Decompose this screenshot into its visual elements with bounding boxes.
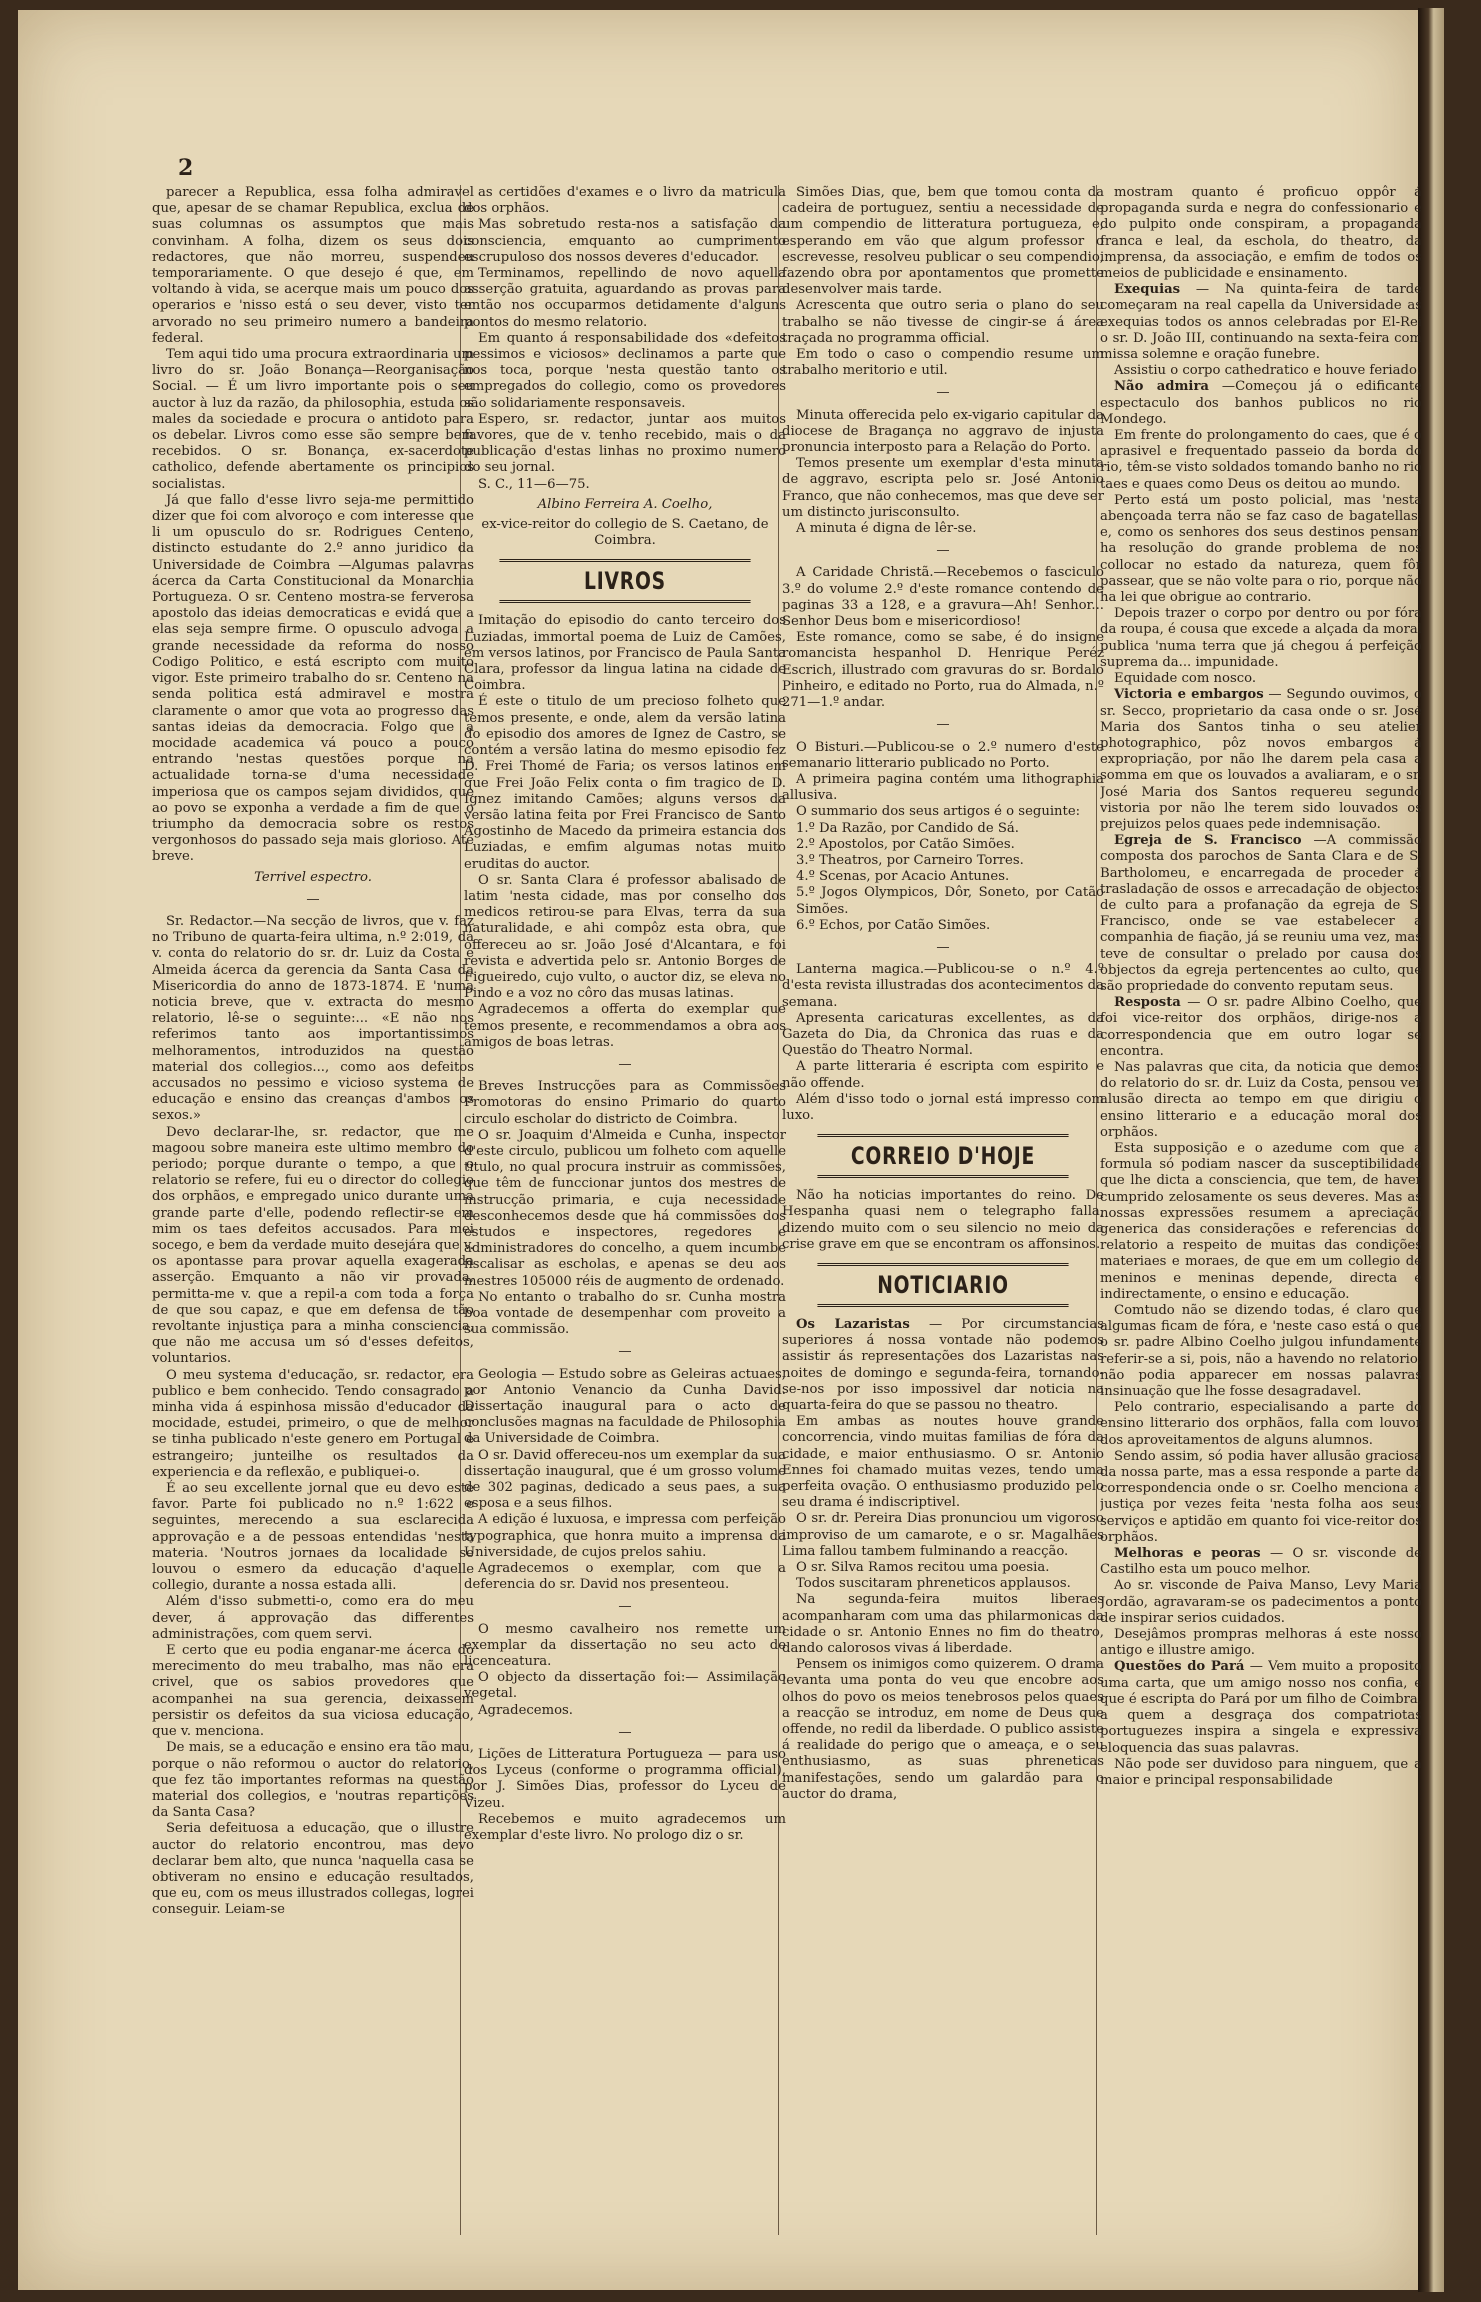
- paragraph: Exequias — Na quinta-feira de tarde começaram na real capella da Universidade as exequias todos os annos celebradas por El-Rei o sr. D. João III, continuando na sexta-feira com missa solemne e oração funebre.: [1100, 282, 1422, 363]
- paragraph: Todos suscitaram phreneticos applausos.: [796, 1576, 1071, 1592]
- paragraph: Acrescenta que outro seria o plano do seu trabalho se não tivesse de cingir-se á área traçada no programma official.: [782, 298, 1104, 346]
- paragraph: Recebemos e muito agradecemos um exemplar d'este livro. No prologo diz o sr.: [464, 1811, 786, 1844]
- paragraph: Questões do Pará — Vem muito a proposito uma carta, que um amigo nosso nos confia, e que é escripta do Pará por um filho de Coimbra, a quem a desgraça dos compatriotas portuguezes inspira a singela e expressiva eloquencia das suas palavras.: [1100, 1659, 1422, 1756]
- paragraph: Victoria e embargos — Segundo ouvimos, o sr. Secco, proprietario da casa onde o sr. José Maria dos Santos tinha o seu atelier photographico, pôz novos embargos á expropriação, por não lhe darem pela casa a somma em que os louvados a avaliaram, e o sr. José Maria dos Santos requereu segundo vistoria por não lhe terem sido louvados os prejuizos pelos quaes pede indemnisação.: [1100, 687, 1422, 832]
- column-3: [782, 185, 1104, 2235]
- divider: [782, 940, 1104, 956]
- paragraph: Já que fallo d'esse livro seja-me permittido dizer que foi com alvoroço e com interesse que li um opusculo do sr. Rodrigues Centeno, distincto estudante do 2.º anno juridico da Universidade de Coimbra —Algumas palavras ácerca da Carta Constitucional da Monarchia Portugueza. O sr. Centeno mostra-se ferverosa apostolo das ideias democraticas e evidá que a elas seja sempre firme. O opusculo advoga a grande necessidade da reforma do nosso Codigo Politico, e está escripto com muito vigor. Este primeiro trabalho do sr. Centeno na senda politica está admiravel e mostra claramente o amor que vota ao progresso das santas ideias da democracia. Folgo que a mocidade academica vá pouco a pouco entrando 'nestas questões porque na actualidade torna-se d'uma necessidade imperiosa que os campos sejam divididos, que ao povo se exponha a verdade a fim de que o triumpho da democracia sobre os restos vergonhosos do passado seja mais glorioso. Até breve.: [152, 492, 474, 865]
- paragraph: Em frente do prolongamento do caes, que é o aprasivel e frequentado passeio da borda do rio, têm-se visto soldados tomando banho no rio taes e quaes como Deus os deitou ao mundo.: [1100, 428, 1422, 492]
- paragraph: Pensem os inimigos como quizerem. O drama levanta uma ponta do veu que encobre aos olhos do povo os meios tenebrosos pelos quaes a reacção se introduz, em nome de Deus que offende, no redil da liberdade. O publico assiste á realidade do perigo que o ameaça, e o seu enthusiasmo, as suas phreneticas manifestações, sendo um galardão para o auctor do drama,: [782, 1657, 1104, 1802]
- section-heading-noticiario: NOTICIARIO: [817, 1263, 1068, 1307]
- paragraph: Desejâmos prompras melhoras á este nosso antigo e illustre amigo.: [1100, 1627, 1422, 1659]
- paragraph: Em todo o caso o compendio resume um trabalho meritorio e util.: [782, 347, 1104, 379]
- paragraph: A edição é luxuosa, e impressa com perfeição typographica, que honra muito a imprensa da Universidade, de cujos prelos sahiu.: [464, 1512, 786, 1560]
- section-heading-livros: LIVROS: [499, 559, 750, 603]
- paragraph: Apresenta caricaturas excellentes, as da Gazeta do Dia, da Chronica das ruas e da Questão do Theatro Normal.: [782, 1010, 1104, 1059]
- paragraph: O sr. Silva Ramos recitou uma poesia.: [796, 1560, 1050, 1576]
- paragraph: O sr. dr. Pereira Dias pronunciou um vigoroso improviso de um camarote, e o sr. Magalhães Lima fallou tambem fulminando a reacção.: [782, 1511, 1104, 1559]
- rubric: Egreja de S. Francisco: [1114, 833, 1302, 849]
- paragraph: Resposta — O sr. padre Albino Coelho, que foi vice-reitor dos orphãos, dirige-nos a correspondencia que em outro logar se encontra.: [1100, 995, 1422, 1059]
- summary-list: [782, 821, 1104, 934]
- paragraph: Na segunda-feira muitos liberaes acompanharam com uma das philarmonicas da cidade o sr. Antonio Ennes no fim do theatro, dando calorosos vivas á liberdade.: [782, 1592, 1104, 1657]
- paragraph: Egreja de S. Francisco —A commissão composta dos parochos de Santa Clara e de S. Bartholomeu, e encarregada de proceder á trasladação de ossos e arrecadação de objectos de culto para a profanação da egreja de S. Francisco, onde se vae estabelecer a companhia de fiação, já se reuniu uma vez, mas teve de consultar o prelado por causa dos objectos da egreja pertencentes ao culto, que são propriedade do convento reputam seus.: [1100, 833, 1422, 994]
- paragraph: Nas palavras que cita, da noticia que demos do relatorio do sr. dr. Luiz da Costa, pensou ver alusão directa ao tempo em que dirigiu o ensino litterario e a educação moral dos orphãos.: [1100, 1059, 1422, 1140]
- paragraph: É este o titulo de um precioso folheto que temos presente, e onde, alem da versão latina do episodio dos amores de Ignez de Castro, se contém a versão latina do mesmo episodio fez D. Frei Thomé de Faria; os versos latinos em que Frei João Felix conta o fim tragico de D. Ignez imitando Camões; alguns versos da versão latina feita por Frei Francisco de Santo Agostinho de Macedo da primeira estancia dos Luziadas, e emfim algumas notas muito eruditas do auctor.: [464, 694, 786, 872]
- paragraph: E certo que eu podia enganar-me ácerca do merecimento do meu trabalho, mas não era crivel, que os sabios provedores que acompanhei na sua gerencia, deixassem persistir os defeitos da sua viciosa educação, que v. menciona.: [152, 1643, 474, 1740]
- list-item: 3.º Theatros, por Carneiro Torres.: [796, 852, 1024, 868]
- paragraph: Tem aqui tido uma procura extraordinaria um livro do sr. João Bonança—Reorganisação Social. — É um livro importante pois o seu auctor à luz da razão, da philosophia, estuda os males da sociedade e procura o antidoto para os debelar. Livros como esse são sempre bem recebidos. O sr. Bonança, ex-sacerdote catholico, defende abertamente os principios socialistas.: [152, 347, 474, 492]
- paragraph: Sendo assim, só podia haver allusão graciosa da nossa parte, mas a essa responde a parte da correspondencia onde o sr. Coelho menciona a justiça por vezes feita 'nesta folha aos seus serviços e aptidão em quanto foi vice-reitor dos orphãos.: [1100, 1448, 1422, 1545]
- paragraph: Espero, sr. redactor, juntar aos muitos favores, que de v. tenho recebido, mais o da publicação d'estas linhas no proximo numero do seu jornal.: [464, 411, 786, 476]
- paragraph: Terminamos, repellindo de novo aquella asserção gratuita, aguardando as provas para então nos occuparmos detidamente d'alguns pontos do mesmo relatorio.: [464, 266, 786, 330]
- list-item: 6.º Echos, por Catão Simões.: [796, 917, 991, 933]
- paragraph: Sr. Redactor.—Na secção de livros, que v. faz no Tribuno de quarta-feira ultima, n.º 2:019, dá v. conta do relatorio do sr. dr. Luiz da Costa e Almeida ácerca da gerencia da Santa Casa da Misericordia do anno de 1873-1874. E 'numa noticia breve, que v. extracta do mesmo relatorio, lê-se o seguinte:... «E não nos referimos tanto aos importantissimos melhoramentos, introduzidos na questão material dos collegios..., como aos defeitos accusados no pessimo e vicioso systema de educação e ensino das creanças d'ambos os sexos.»: [152, 913, 474, 1124]
- paragraph: Breves Instrucções para as Commissões Promotoras do ensino Primario do quarto circulo escholar do districto de Coimbra.: [464, 1079, 786, 1127]
- paragraph: Pelo contrario, especialisando a parte do ensino litterario dos orphãos, falla com louvor dos aproveitamentos de alguns alumnos.: [1100, 1400, 1422, 1448]
- divider: [782, 543, 1104, 559]
- rubric: Questões do Pará: [1114, 1659, 1245, 1675]
- page-number: 2: [178, 155, 194, 181]
- letter-author-title: ex-vice-reitor do collegio de S. Caetano, de Coimbra.: [481, 517, 769, 549]
- paragraph: O summario dos seus artigos é o seguinte:: [796, 804, 1081, 820]
- paragraph: Melhoras e peoras — O sr. visconde de Castilho esta um pouco melhor.: [1100, 1546, 1422, 1578]
- divider: [464, 1725, 786, 1741]
- paragraph: Além d'isso todo o jornal está impresso com luxo.: [782, 1091, 1104, 1123]
- rubric: Resposta: [1114, 995, 1181, 1011]
- paragraph: O meu systema d'educação, sr. redactor, era publico e bem conhecido. Tendo consagrado a minha vida á espinhosa missão d'educador da mocidade, estudei, primeiro, o que de melhor se tinha publicado n'este genero em Portugal e estrangeiro; junteilhe os resultados da experiencia e da reflexão, e publiquei-o.: [152, 1367, 474, 1480]
- paragraph: O objecto da dissertação foi:— Assimilação vegetal.: [464, 1670, 786, 1702]
- paragraph: Não admira —Começou já o edificante espectaculo dos banhos publicos no rio Mondego.: [1100, 379, 1422, 427]
- paragraph: O mesmo cavalheiro nos remette um exemplar da dissertação no seu acto de licenceatura.: [464, 1621, 786, 1670]
- paragraph: Simões Dias, que, bem que tomou conta da cadeira de portuguez, sentiu a necessidade de um compendio de litteratura portugueza, e, esperando em vão que algum professor o escrevesse, resolveu publicar o seu compendio, fazendo obra por apontamentos que promette desenvolver mais tarde.: [782, 185, 1104, 298]
- paragraph: Não ha noticias importantes do reino. De Hespanha quasi nem o telegrapho falla, dizendo muito com o seu silencio no meio da crise grave em que se encontram os affonsinos.: [782, 1188, 1104, 1252]
- paragraph: Equidade com nosco.: [1114, 671, 1257, 687]
- column-2: [464, 185, 786, 2235]
- paragraph: Assistiu o corpo cathedratico e houve feriado.: [1114, 363, 1421, 379]
- paragraph: É ao seu excellente jornal que eu devo este favor. Parte foi publicado no n.º 1:622 e seguintes, merecendo a sua esclarecida approvação e a de pessoas entendidas 'nesta materia. 'Noutros jornaes da localidade se louvou o esmero da educação d'aquelle collegio, durante a nossa estada alli.: [152, 1481, 474, 1594]
- paragraph: Lanterna magica.—Publicou-se o n.º 4.º d'esta revista illustradas dos acontecimentos da semana.: [782, 962, 1104, 1010]
- list-item: 1.º Da Razão, por Candido de Sá.: [796, 820, 1019, 836]
- section-heading-correio: CORREIO D'HOJE: [817, 1134, 1068, 1178]
- paragraph: Em ambas as noutes houve grande concorrencia, vindo muitas familias de fóra da cidade, e maior enthusiasmo. O sr. Antonio Ennes foi chamado muitas vezes, tendo uma perfeita ovação. O enthusiasmo produzido pelo seu drama é indiscriptivel.: [782, 1414, 1104, 1511]
- divider: [782, 385, 1104, 401]
- paragraph: A Caridade Christã.—Recebemos o fasciculo 3.º do volume 2.º d'este romance contendo de paginas 33 a 128, e a gravura—Ah! Senhor... Senhor Deus bom e misericordioso!: [782, 565, 1104, 630]
- list-item: 4.º Scenas, por Acacio Antunes.: [796, 869, 1010, 885]
- paragraph: Não pode ser duvidoso para ninguem, que a maior e principal responsabilidade: [1100, 1756, 1422, 1788]
- paragraph: as certidões d'exames e o livro da matricula dos orphãos.: [464, 185, 786, 217]
- divider: [782, 717, 1104, 733]
- paragraph: Os Lazaristas — Por circumstancias superiores á nossa vontade não podemos assistir ás representações dos Lazaristas nas noites de domingo e segunda-feira, tornando-se-nos por isso impossivel dar noticia na quarta-feira do que se passou no theatro.: [782, 1316, 1104, 1413]
- paragraph: Em quanto á responsabilidade dos «defeitos pessimos e viciosos» declinamos a parte que nos toca, porque 'nesta questão tanto os empregados do collegio, como os provedores são solidariamente responsaveis.: [464, 330, 786, 411]
- paragraph: Comtudo não se dizendo todas, é claro que algumas ficam de fóra, e 'neste caso está o que o sr. padre Albino Coelho julgou infundamente referir-se a si, pois, não a havendo no relatorio, não podia apparecer em nossas palavras insinuação que lhe fosse desagradavel.: [1100, 1303, 1422, 1400]
- divider: [152, 892, 474, 908]
- divider: [464, 1599, 786, 1615]
- paragraph: A parte litteraria é escripta com espirito e não offende.: [782, 1059, 1104, 1091]
- paragraph: Agradecemos o exemplar, com que a deferencia do sr. David nos presenteou.: [464, 1561, 786, 1593]
- signature: Terrivel espectro.: [254, 869, 372, 885]
- paragraph: O Bisturi.—Publicou-se o 2.º numero d'este semanario litterario publicado no Porto.: [782, 739, 1104, 771]
- paragraph: Geologia — Estudo sobre as Geleiras actuaes, por Antonio Venancio da Cunha David. Dissertação inaugural para o acto de conclusões magnas na faculdade de Philosophia da Universidade de Coimbra.: [464, 1366, 786, 1447]
- rubric: Os Lazaristas: [796, 1316, 910, 1332]
- paragraph: De mais, se a educação e ensino era tão mau, porque o não reformou o auctor do relatorio, que fez tão importantes reformas na questão material dos collegios, e 'noutras repartições da Santa Casa?: [152, 1740, 474, 1821]
- divider: [464, 1057, 786, 1073]
- paragraph: A minuta é digna de lêr-se.: [796, 521, 977, 537]
- paragraph: O sr. David offereceu-nos um exemplar da sua dissertação inaugural, que é um grosso volume de 302 paginas, dedicado a seus paes, a sua esposa e a seus filhos.: [464, 1447, 786, 1512]
- paragraph: O sr. Santa Clara é professor abalisado de latim 'nesta cidade, mas por conselho dos medicos retirou-se para Elvas, terra da sua naturalidade, e ahi compôz esta obra, que offereceu ao sr. João José d'Alcantara, e foi revista e advertida pelo sr. Antonio Borges de Figueiredo, cujo vulto, o auctor diz, se eleva no Pindo e a voz no côro das musas latinas.: [464, 872, 786, 1002]
- paragraph: Agradecemos a offerta do exemplar que temos presente, e recommendamos a obra aos amigos de boas letras.: [464, 1002, 786, 1050]
- paragraph: Imitação do episodio do canto terceiro dos Luziadas, immortal poema de Luiz de Camões, em versos latinos, por Francisco de Paula Santa Clara, professor da lingua latina na cidade de Coimbra.: [464, 613, 786, 694]
- paragraph: Perto está um posto policial, mas 'nesta abençoada terra não se faz caso de bagatellas, e, como os senhores dos seus destinos pensam ha resolução do grande problema de nos collocar no estado da natureza, quem fôr passear, que se não volte para o rio, porque não ha lei que obrigue ao contrario.: [1100, 492, 1422, 606]
- paragraph: Esta supposição e o azedume com que a formula só podiam nascer da susceptibilidade que lhe dicta a consciencia, que tem, de haver cumprido zelosamente os seus deveres. Mas as nossas expressões resumem a apreciação generica das considerações e referencias do relatorio a respeito de muitas das condições materiaes e moraes, de que em um collegio de meninos e meninas depende, directa e indirectamente, o ensino e educação.: [1100, 1140, 1422, 1302]
- paragraph: parecer a Republica, essa folha admiravel que, apesar de se chamar Republica, exclua de suas columnas os assumptos que mais convinham. A folha, dizem os seus dois redactores, que não morreu, suspendeu temporariamente. O que desejo é que, em voltando à vida, se acerque mais um pouco dos operarios e 'nisso está o seu dever, visto ter arvorado no seu primeiro numero a bandeira federal.: [152, 185, 474, 346]
- letter-date: S. C., 11—6—75.: [478, 476, 590, 492]
- column-4: [1100, 185, 1422, 2235]
- paragraph: Este romance, como se sabe, é do insigne romancista hespanhol D. Henrique Peréz Escrich, illustrado com gravuras do sr. Bordalo Pinheiro, e editado no Porto, rua do Almada, n.º 271—1.º andar.: [782, 630, 1104, 711]
- paragraph: Além d'isso submetti-o, como era do meu dever, á approvação das differentes administrações, com quem servi.: [152, 1594, 474, 1642]
- paragraph: O sr. Joaquim d'Almeida e Cunha, inspector d'este circulo, publicou um folheto com aquelle titulo, no qual procura instruir as commissões, que têm de funccionar juntos dos mestres de instrucção primaria, e cuja necessidade desconhecemos desde que há commissões dos estudos e inspectores, regedores e administradores do concelho, a quem incumbe fiscalisar as escholas, e apenas se deu aos mestres 105000 réis de augmento de ordenado.: [464, 1127, 786, 1289]
- rubric: Melhoras e peoras: [1114, 1546, 1261, 1562]
- list-item: 2.º Apostolos, por Catão Simões.: [796, 836, 1015, 852]
- rubric: Exequias: [1114, 282, 1181, 298]
- paragraph: A primeira pagina contém uma lithographia allusiva.: [782, 771, 1104, 804]
- letter-author: Albino Ferreira A. Coelho,: [537, 496, 713, 512]
- paragraph: Seria defeituosa a educação, que o illustre auctor do relatorio encontrou, mas devo declarar bem alto, que nunca 'naquella casa se obtiveram no ensino e educação resultados, que eu, com os meus illustrados collegas, logrei conseguir. Leiam-se: [152, 1821, 474, 1918]
- paragraph: No entanto o trabalho do sr. Cunha mostra boa vontade de desempenhar com proveito a sua commissão.: [464, 1289, 786, 1338]
- paragraph: mostram quanto é proficuo oppôr á propaganda surda e negra do confessionario e do pulpito onde conspiram, a propaganda franca e leal, da eschola, do theatro, da imprensa, da associação, e emfim de todos os meios de publicidade e ensinamento.: [1100, 185, 1422, 282]
- column-1: [152, 185, 474, 2235]
- rubric: Victoria e embargos: [1114, 687, 1264, 703]
- paragraph: Devo declarar-lhe, sr. redactor, que me magoou sobre maneira este ultimo membro do periodo; porque durante o tempo, a que o relatorio se refere, fui eu o director do collegio dos orphãos, e empregado unico durante uma grande parte d'elle, podendo reflectir-se em mim os taes defeitos accusados. Para mei socego, e bem da verdade muito desejára que v. os apontasse para provar aquella exagerada asserção. Emquanto a não vir provada, permitta-me v. que a repil-a com toda a força de que sou capaz, e que em defensa de tão revoltante injustiça para a minha consciencia, que não me accusa um só d'esses defeitos, voluntarios.: [152, 1124, 474, 1367]
- paragraph: Temos presente um exemplar d'esta minuta de aggravo, escripta pelo sr. José Antonio Franco, que não conhecemos, mas que deve ser um distincto jurisconsulto.: [782, 456, 1104, 520]
- rubric: Não admira: [1114, 379, 1209, 395]
- paragraph: Minuta offerecida pelo ex-vigario capitular da diocese de Bragança no aggravo de injusta pronuncia interposto para a Relação do Porto.: [782, 407, 1104, 456]
- list-item: 5.º Jogos Olympicos, Dôr, Soneto, por Catão Simões.: [796, 885, 1104, 917]
- paragraph: Lições de Litteratura Portugueza — para uso dos Lyceus (conforme o programma official), por J. Simões Dias, professor do Lyceu de Vizeu.: [464, 1747, 786, 1811]
- paragraph: Agradecemos.: [478, 1702, 573, 1718]
- paragraph: Ao sr. visconde de Paiva Manso, Levy Maria Jordão, agravaram-se os padecimentos a ponto de inspirar serios cuidados.: [1100, 1578, 1422, 1626]
- divider: [464, 1344, 786, 1360]
- paragraph: Depois trazer o corpo por dentro ou por fóra da roupa, é cousa que excede a alçada da moral publica 'numa terra que já chegou á perfeição suprema da... impunidade.: [1100, 606, 1422, 670]
- paragraph: Mas sobretudo resta-nos a satisfação da consciencia, emquanto ao cumprimento escrupuloso dos nossos deveres d'educador.: [464, 217, 786, 265]
